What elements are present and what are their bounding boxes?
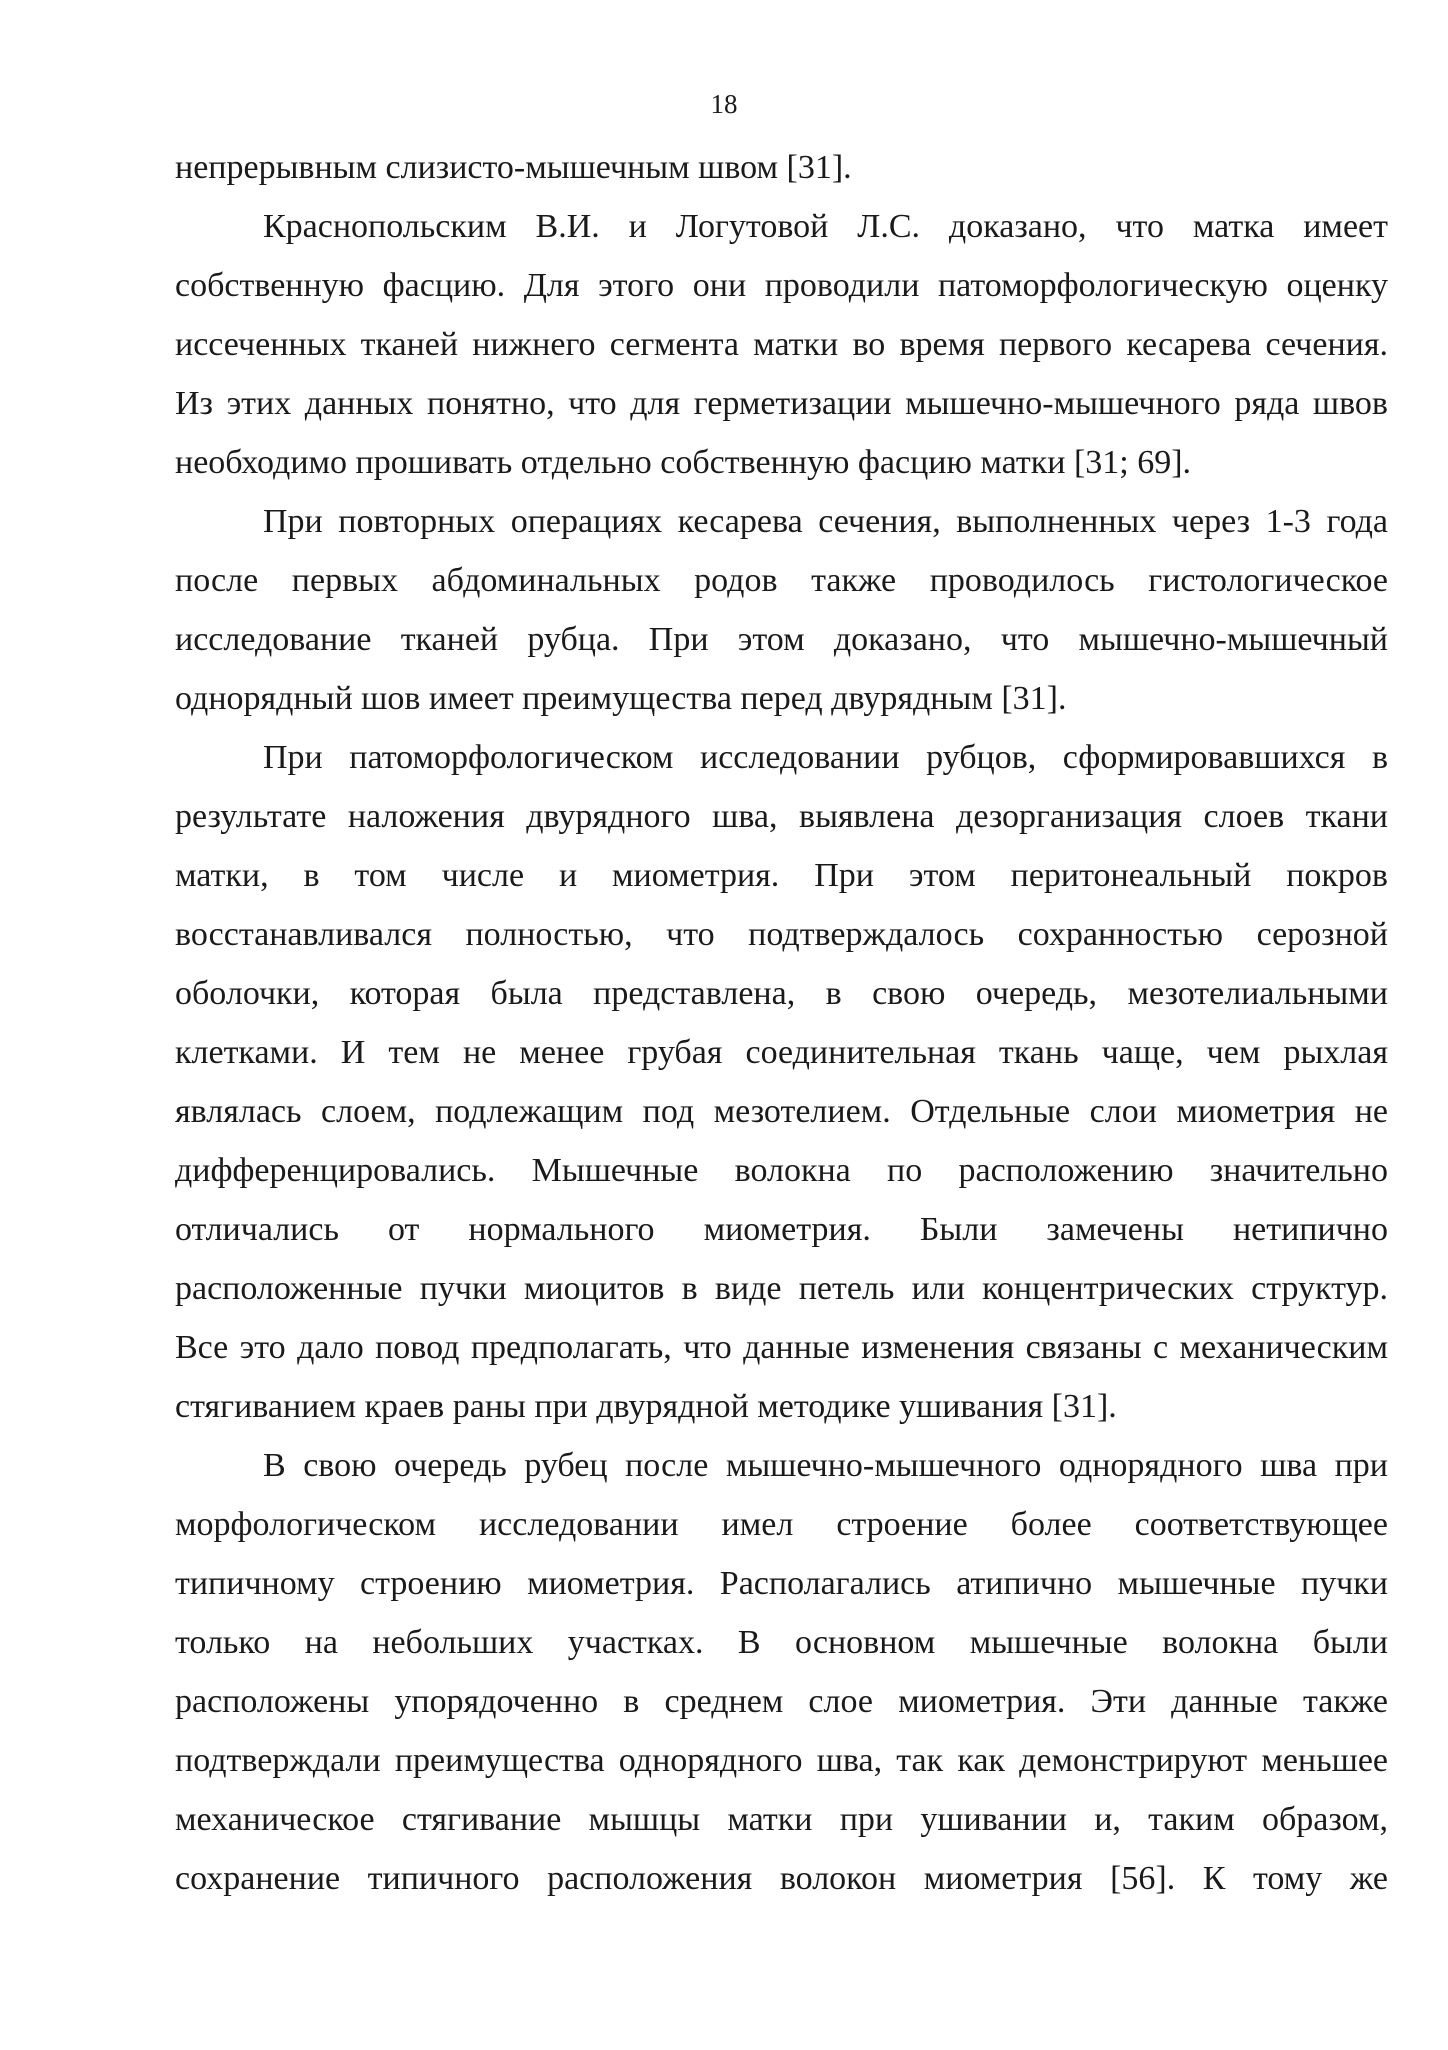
text-line: Краснопольским В.И. и Логутовой Л.С. доказано, что матка имеет	[263, 208, 1388, 245]
text-line: При патоморфологическом исследовании рубцов, сформировавшихся в	[263, 739, 1388, 776]
paragraph	[175, 197, 1388, 492]
text-line: только на небольших участках. В основном мышечные волокна были	[175, 1624, 1388, 1661]
text-line: оболочки, которая была представлена, в свою очередь, мезотелиальными	[175, 975, 1388, 1012]
text-line: после первых абдоминальных родов также проводилось гистологическое	[175, 562, 1388, 599]
text-line: исследование тканей рубца. При этом доказано, что мышечно-мышечный	[175, 621, 1388, 658]
text-line: являлась слоем, подлежащим под мезотелием. Отдельные слои миометрия не	[175, 1093, 1388, 1130]
text-line: дифференцировались. Мышечные волокна по расположению значительно	[175, 1152, 1388, 1189]
text-line: непрерывным слизисто-мышечным швом [31].	[175, 149, 852, 186]
paragraph	[175, 728, 1388, 1436]
paragraph	[175, 138, 1388, 197]
page-number: 18	[710, 89, 738, 119]
text-line: матки, в том числе и миометрия. При этом перитонеальный покров	[175, 857, 1388, 894]
text-line: сохранение типичного расположения волокон миометрия [56]. К тому же	[175, 1860, 1388, 1897]
text-line: механическое стягивание мышцы матки при ушивании и, таким образом,	[175, 1801, 1388, 1838]
text-line: собственную фасцию. Для этого они проводили патоморфологическую оценку	[175, 267, 1388, 304]
text-line: Все это дало повод предполагать, что данные изменения связаны с механическим	[175, 1329, 1388, 1366]
text-line: подтверждали преимущества однорядного шва, так как демонстрируют меньшее	[175, 1742, 1388, 1779]
text-line: Из этих данных понятно, что для герметизации мышечно-мышечного ряда швов	[175, 385, 1388, 422]
text-line: В свою очередь рубец после мышечно-мышечного однорядного шва при	[263, 1447, 1388, 1484]
text-line: стягиванием краев раны при двурядной методике ушивания [31].	[175, 1388, 1117, 1425]
text-line: результате наложения двурядного шва, выявлена дезорганизация слоев ткани	[175, 798, 1388, 835]
text-line: восстанавливался полностью, что подтверждалось сохранностью серозной	[175, 916, 1388, 953]
body-text	[175, 138, 1388, 1908]
paragraph	[175, 492, 1388, 728]
text-line: иссеченных тканей нижнего сегмента матки во время первого кесарева сечения.	[175, 326, 1388, 363]
text-line: морфологическом исследовании имел строение более соответствующее	[175, 1506, 1388, 1543]
text-line: расположены упорядоченно в среднем слое миометрия. Эти данные также	[175, 1683, 1388, 1720]
text-line: клетками. И тем не менее грубая соединительная ткань чаще, чем рыхлая	[175, 1034, 1388, 1071]
text-line: расположенные пучки миоцитов в виде петель или концентрических структур.	[175, 1270, 1388, 1307]
text-line: необходимо прошивать отдельно собственную фасцию матки [31; 69].	[175, 444, 1192, 481]
paragraph	[175, 1436, 1388, 1908]
text-line: типичному строению миометрия. Располагались атипично мышечные пучки	[175, 1565, 1388, 1602]
text-line: При повторных операциях кесарева сечения, выполненных через 1-3 года	[263, 503, 1388, 540]
text-line: однорядный шов имеет преимущества перед двурядным [31].	[175, 680, 1067, 717]
text-line: отличались от нормального миометрия. Были замечены нетипично	[175, 1211, 1388, 1248]
